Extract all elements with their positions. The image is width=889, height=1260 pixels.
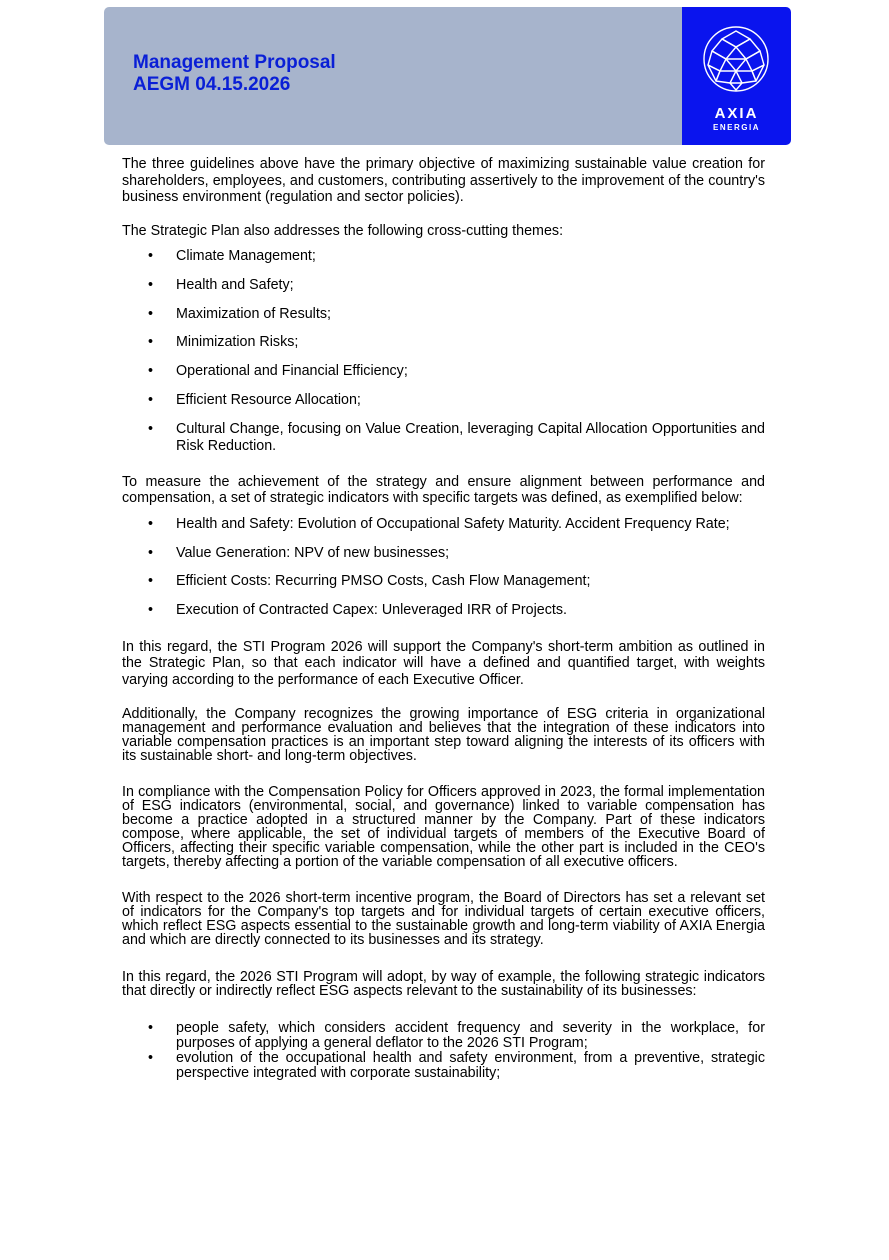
policy-paragraph: In compliance with the Compensation Policy for Officers approved in 2023, the formal implementation of ESG indicators (environmental, social, and governance) linked to variable compensation has become a practice adopted in a structured manner by the Company. Part of these indicators compose, where applicable, the set of individual targets of members of the Executive Board of Officers, affecting their specific variable compensation, while the other part is included in the CEO's targets, thereby affecting a portion of the variable compensation of all executive officers. (122, 784, 765, 871)
logo-name: AXIA (714, 105, 759, 122)
esg-items-list (122, 1021, 765, 1081)
list-item: • Execution of Contracted Capex: Unleveraged IRR of Projects. (122, 602, 765, 620)
indicators-list (122, 516, 765, 620)
company-logo (682, 7, 791, 145)
list-item: • Operational and Financial Efficiency; (122, 363, 765, 381)
list-item: • Climate Management; (122, 248, 765, 266)
themes-intro: The Strategic Plan also addresses the following cross-cutting themes: (122, 222, 564, 239)
intro-paragraph: The three guidelines above have the primary objective of maximizing sustainable value creation for shareholders, employees, and customers, contributing assertively to the improvement of the country's business environment (regulation and sector policies). (122, 156, 765, 205)
board-paragraph: With respect to the 2026 short-term incentive program, the Board of Directors has set a relevant set of indicators for the Company's top targets and for individual targets of certain executive officers, which reflect ESG aspects essential to the sustainable growth and long-term viability of AXIA Energia and which are directly connected to its businesses and its strategy. (122, 890, 765, 949)
list-item: • evolution of the occupational health and safety environment, from a preventive, strategic perspective integrated with corporate sustainability; (122, 1051, 765, 1081)
page-title (133, 52, 336, 96)
title-line-2: AEGM 04.15.2026 (133, 74, 291, 95)
list-item: • Efficient Costs: Recurring PMSO Costs, Cash Flow Management; (122, 573, 765, 591)
list-item: • Minimization Risks; (122, 334, 765, 352)
list-item: • Efficient Resource Allocation; (122, 392, 765, 410)
list-item: • Value Generation: NPV of new businesses; (122, 545, 765, 563)
adopt-paragraph: In this regard, the 2026 STI Program will adopt, by way of example, the following strategic indicators that directly or indirectly reflect ESG aspects relevant to the sustainability of its businesses: (122, 969, 765, 1000)
document-body (122, 156, 765, 1081)
globe-icon (702, 25, 770, 93)
logo-subtitle: ENERGIA (713, 123, 760, 132)
esg-paragraph: Additionally, the Company recognizes the growing importance of ESG criteria in organizational management and performance evaluation and believes that the integration of these indicators into variable compensation practices is an important step toward aligning the interests of its officers with its sustainable short- and long-term objectives. (122, 706, 765, 765)
list-item: • people safety, which considers accident frequency and severity in the workplace, for purposes of applying a general deflator to the 2026 STI Program; (122, 1021, 765, 1051)
list-item: • Health and Safety: Evolution of Occupational Safety Maturity. Accident Frequency Rate; (122, 516, 765, 534)
list-item: • Maximization of Results; (122, 306, 765, 324)
themes-list (122, 248, 765, 456)
title-line-1: Management Proposal (133, 52, 336, 73)
list-item: • Cultural Change, focusing on Value Creation, leveraging Capital Allocation Opportunities and Risk Reduction. (122, 421, 765, 456)
list-item: • Health and Safety; (122, 277, 765, 295)
sti-paragraph: In this regard, the STI Program 2026 will support the Company's short-term ambition as outlined in the Strategic Plan, so that each indicator will have a defined and quantified target, with weights varying according to the performance of each Executive Officer. (122, 638, 765, 688)
measure-paragraph: To measure the achievement of the strategy and ensure alignment between performance and compensation, a set of strategic indicators with specific targets was defined, as exemplified below: (122, 473, 765, 507)
